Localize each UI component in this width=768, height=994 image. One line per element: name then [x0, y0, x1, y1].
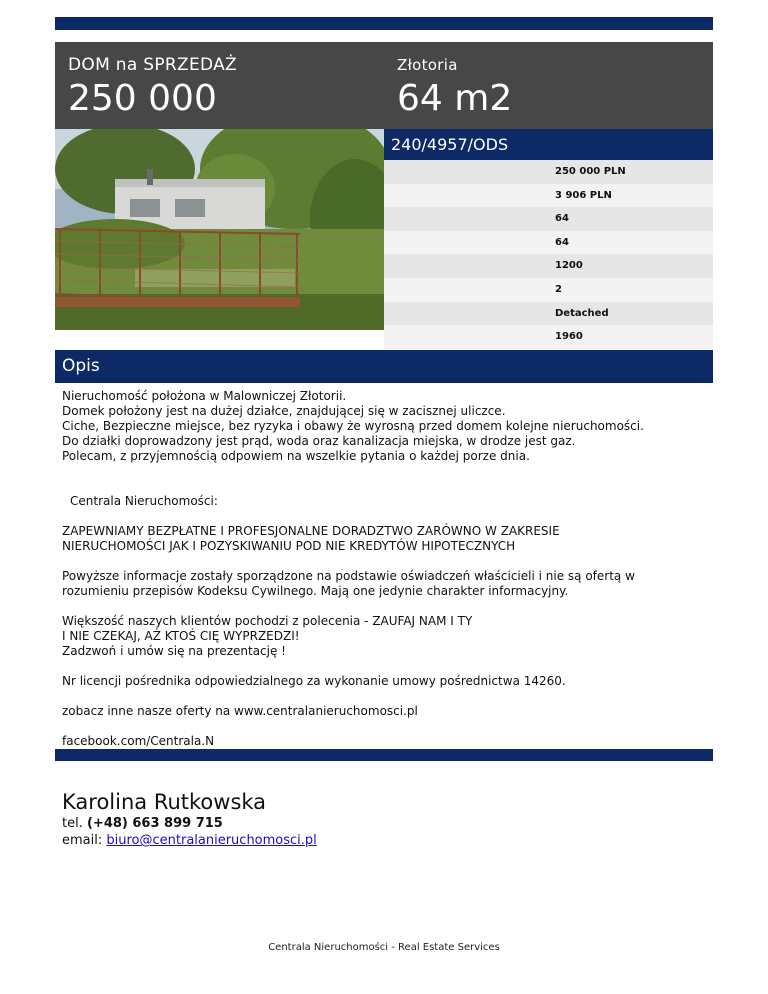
property-photo	[55, 129, 384, 330]
price: 250 000	[68, 78, 217, 119]
description-line: Polecam, z przyjemnością odpowiem na wszelkie pytania o każdej porze dnia.	[62, 449, 530, 463]
top-accent-bar	[55, 17, 713, 30]
price-block	[68, 54, 237, 121]
spec-rooms: 2	[384, 278, 713, 302]
email-label: email:	[62, 833, 103, 848]
location-block	[397, 54, 512, 121]
specs-table	[384, 160, 713, 349]
referral-line: Większość naszych klientów pochodzi z polecenia - ZAUFAJ NAM I TY	[62, 614, 473, 628]
disclaimer-line: rozumieniu przepisów Kodeksu Cywilnego. Mają one jedynie charakter informacyjny.	[62, 584, 569, 598]
description-line: Ciche, Bezpieczne miejsce, bez ryzyka i obawy że wyrosną przed domem kolejne nieruchomości.	[62, 419, 644, 433]
disclaimer-line: Powyższe informacje zostały sporządzone na podstawie oświadczeń właścicieli i nie są ofertą w	[62, 569, 635, 583]
license-line: Nr licencji pośrednika odpowiedzialnego za wykonanie umowy pośrednictwa 14260.	[62, 674, 566, 688]
spec-building-type: Detached	[384, 302, 713, 326]
spec-price-per-m2: 3 906 PLN	[384, 184, 713, 208]
facebook-line: facebook.com/Centrala.N	[62, 734, 215, 748]
referral-line: I NIE CZEKAJ, AŻ KTOŚ CIĘ WYPRZEDZI!	[62, 629, 300, 643]
advisory-line: NIERUCHOMOŚCI JAK I POZYSKIWANIU POD NIE KREDYTÓW HIPOTECZNYCH	[62, 539, 516, 553]
description-body	[62, 389, 702, 749]
advisory-line: ZAPEWNIAMY BEZPŁATNE I PROFESJONALNE DORADZTWO ZARÓWNO W ZAKRESIE	[62, 524, 560, 538]
agent-name: Karolina Rutkowska	[62, 790, 267, 814]
listing-reference: 240/4957/ODS	[384, 129, 713, 160]
company-label: Centrala Nieruchomości:	[70, 494, 218, 508]
agent-email-line	[62, 832, 317, 849]
description-line: Domek położony jest na dużej działce, znajdującej się w zacisznej uliczce.	[62, 404, 506, 418]
agent-email-link[interactable]: biuro@centralanieruchomosci.pl	[106, 833, 317, 848]
area: 64 m2	[397, 78, 513, 119]
more-offers-line: zobacz inne nasze oferty na www.centralanieruchomosci.pl	[62, 704, 418, 718]
listing-header	[55, 42, 713, 129]
listing-type: DOM na SPRZEDAŻ	[68, 55, 237, 75]
referral-line: Zadzwoń i umów się na prezentację !	[62, 644, 286, 658]
city: Złotoria	[397, 56, 458, 74]
description-line: Do działki doprowadzony jest prąd, woda oraz kanalizacja miejska, w drodze jest gaz.	[62, 434, 576, 448]
agent-phone-line	[62, 815, 317, 832]
spec-usable-area: 64	[384, 231, 713, 255]
agent-phone: (+48) 663 899 715	[86, 816, 223, 831]
spec-year-built: 1960	[384, 325, 713, 349]
description-heading: Opis	[55, 350, 713, 383]
description-line: Nieruchomość położona w Malowniczej Złotorii.	[62, 389, 347, 403]
tel-label: tel.	[62, 816, 83, 831]
spec-area: 64	[384, 207, 713, 231]
bottom-accent-bar	[55, 749, 713, 761]
agent-contact	[62, 790, 317, 849]
page-footer: Centrala Nieruchomości - Real Estate Services	[268, 942, 500, 953]
spec-price: 250 000 PLN	[384, 160, 713, 184]
spec-plot-area: 1200	[384, 254, 713, 278]
